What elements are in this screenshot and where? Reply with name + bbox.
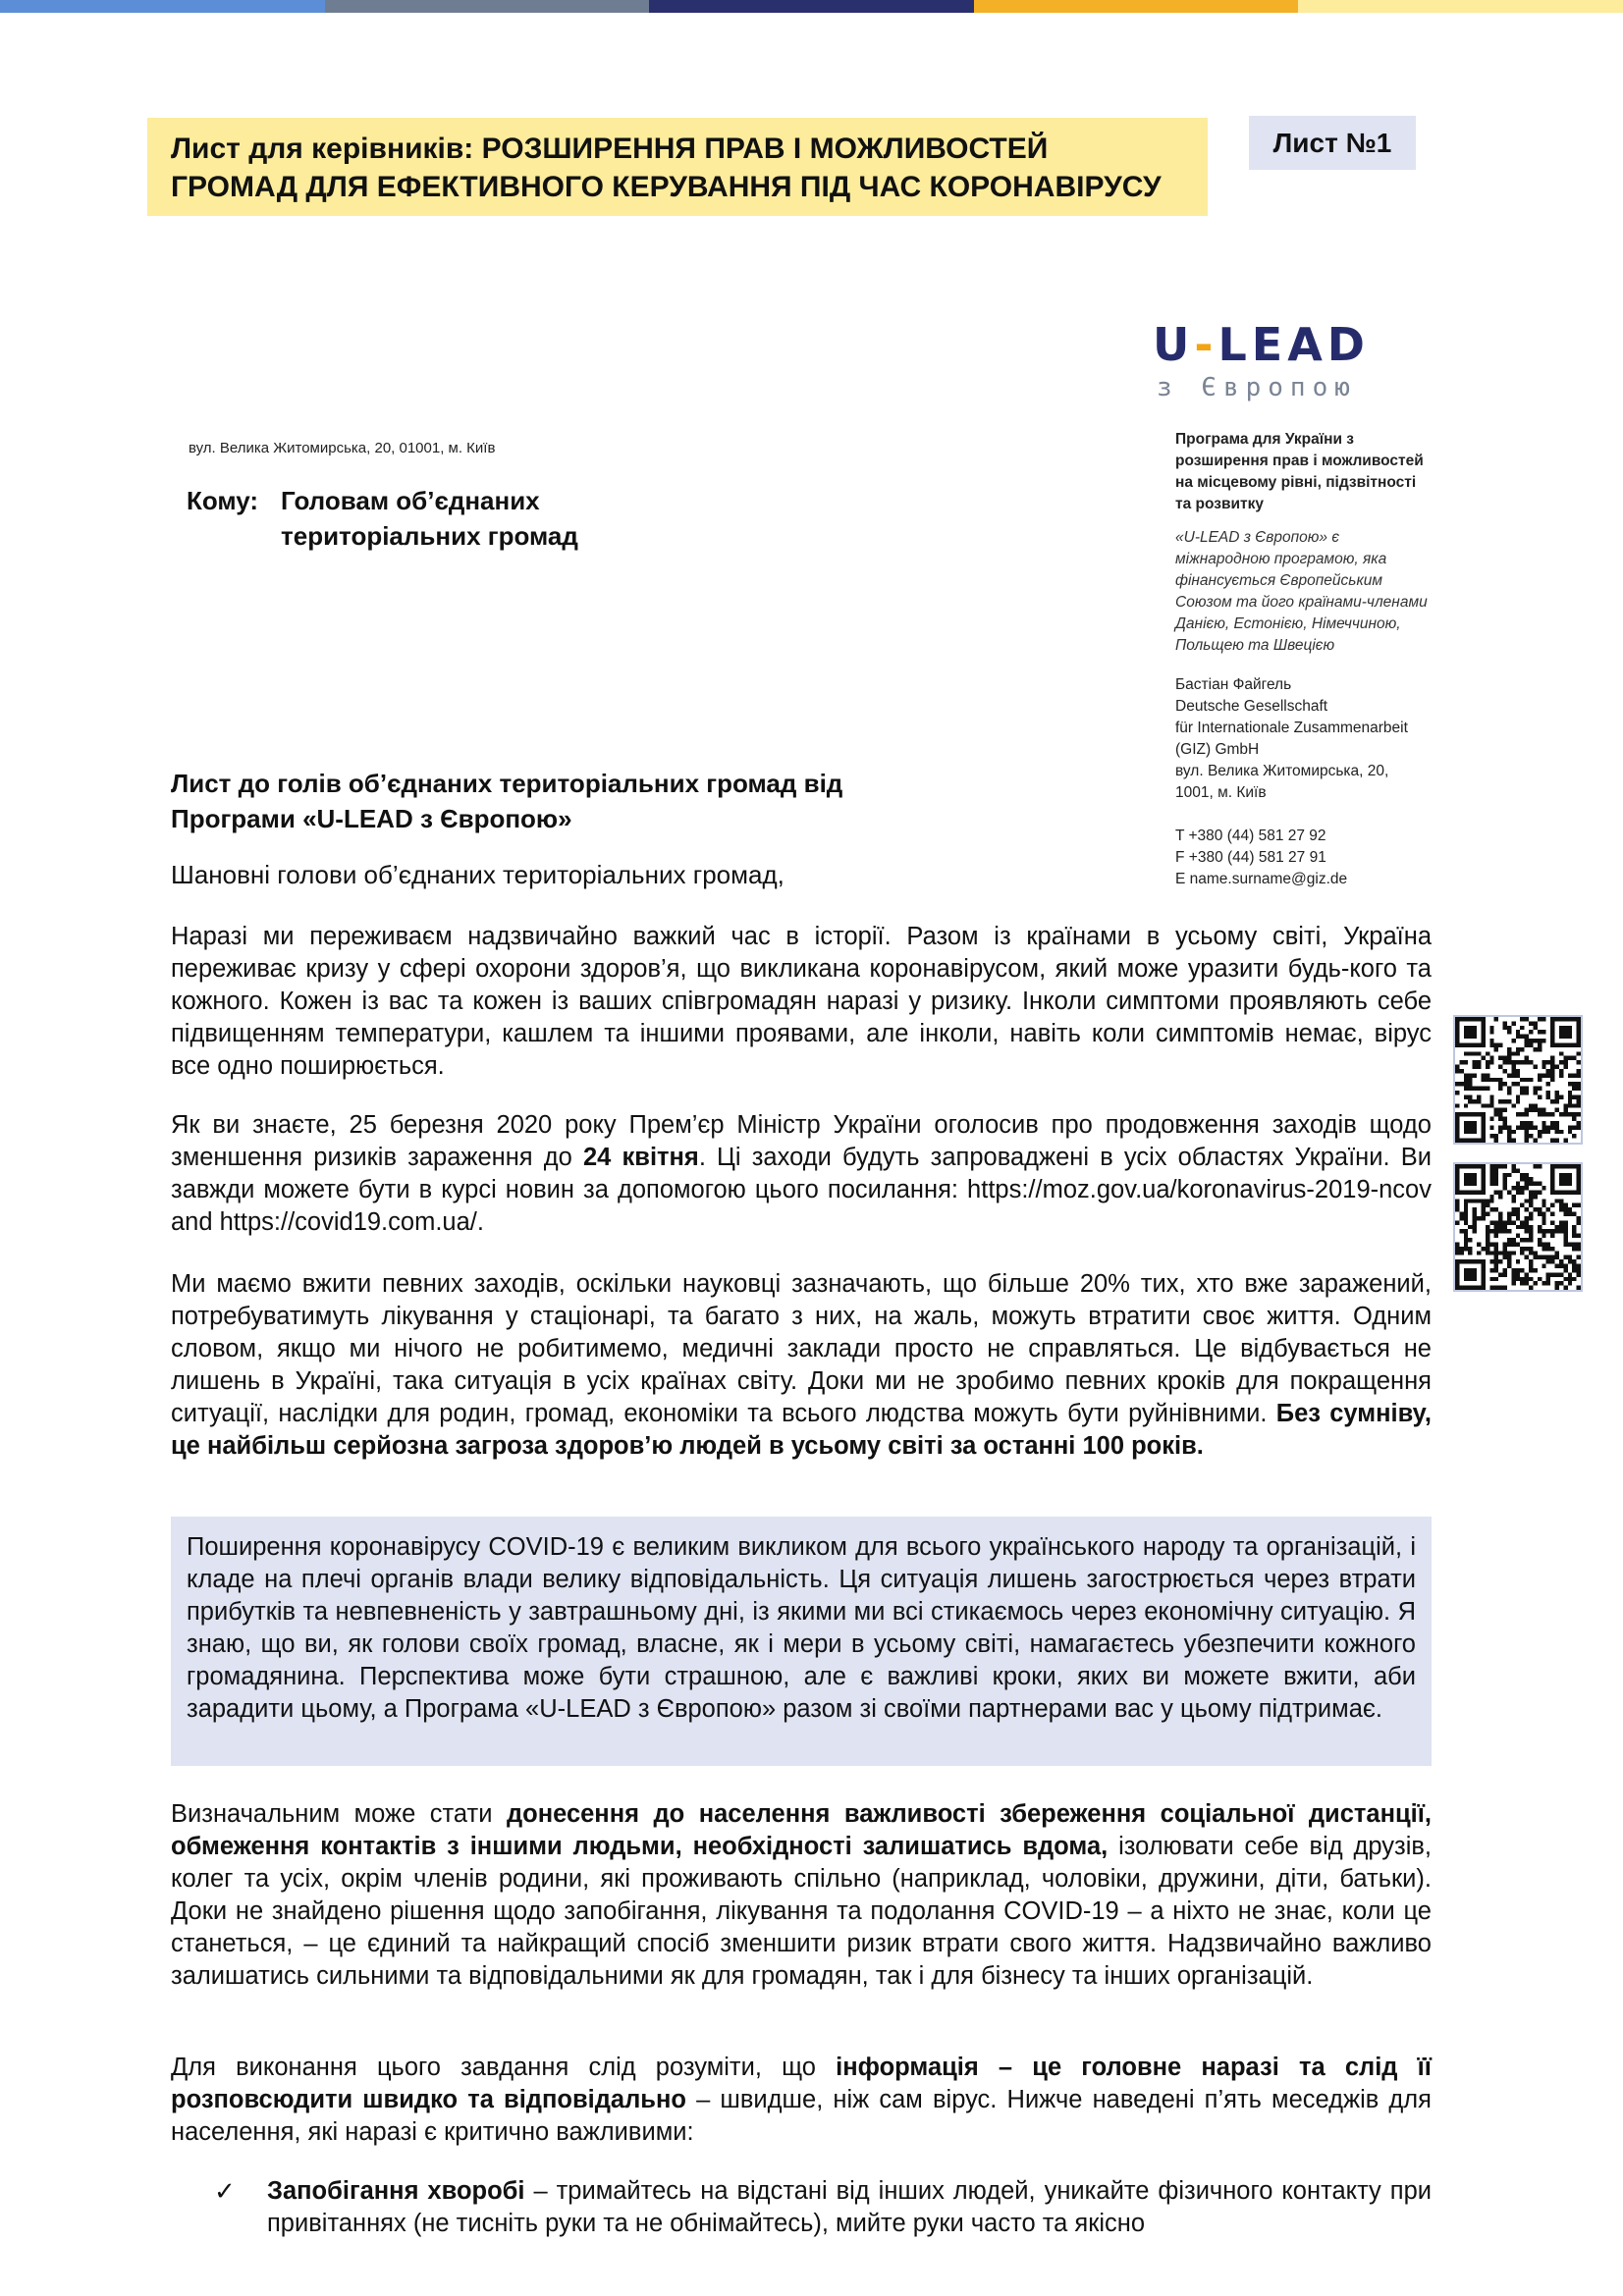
description-line-3: фінансується Європейським [1175,572,1383,589]
paragraph-3-bold: Без сумніву, це найбільш серйозна загроза здоров’ю людей в усьому світі за останні 100 років. [171,1400,1432,1460]
list-item-text [267,2175,1432,2240]
top-bar-segment-4 [974,0,1299,13]
paragraph-2-bold: 24 квітня [582,1144,699,1171]
person-line-4: (GIZ) GmbH [1175,741,1260,758]
contact-details [1175,826,1470,890]
list-item-bold: Запобігання хворобі [267,2177,525,2205]
recipient-label: Кому: [187,486,259,515]
paragraph-2-text-b: . Ці заходи будуть запроваджені в усіх областях України. Ви завжди можете бути в курсі новин за допомогою цього посилання: https://moz.gov.ua/koronavirus-2019-ncov and https://covid19.com.ua/. [171,1144,1433,1236]
logo-wordmark [1153,320,1370,369]
logo-part-lead: LEAD [1217,318,1370,371]
logo-subtitle: з Європою [1157,373,1357,402]
contact-person [1175,674,1470,804]
letter-heading-line-2: Програми «U-LEAD з Європою» [171,804,572,833]
logo-dash: - [1194,318,1218,371]
program-line-3: на місцевому рівні, підзвітності [1175,474,1417,491]
qr-code-covid19[interactable] [1453,1162,1583,1292]
description-line-2: міжнародною програмою, яка [1175,551,1387,567]
recipient-value [281,483,713,554]
letter-heading [171,766,842,836]
paragraph-3-text: Ми маємо вжити певних заходів, оскільки науковці зазначають, що більше 20% тих, хто вже заражений, потребуватимуть лікування у стаціонарі, та багато з них, на жаль, можуть втратити своє життя. Одним словом, якщо ми нічого не робитимемо, медичні заклади просто не справляться. Це відбувається не лишень в Україні, така ситуація в усіх країнах світу. Доки ми не зробимо певних кроків для покращення ситуації, наслідки для родин, громад, економіки та всього людства можуть бути руйнівними. [171,1270,1432,1427]
person-line-6: 1001, м. Київ [1175,784,1267,801]
paragraph-2 [171,1109,1432,1239]
description-line-6: Польщею та Швецією [1175,637,1335,654]
highlight-text: Поширення коронавірусу COVID-19 є великим викликом для всього українського народу та організацій, і кладе на плечі органів влади велику відповідальність. Ця ситуація лишень загострюється через втрати прибутків та невпевненість у завтрашньому дні, із якими ми всі стикаємось через економічну ситуацію. Я знаю, що ви, як голови своїх громад, власне, як і мери в усьому світі, намагаєтесь убезпечити кожного громадянина. Перспектива може бути страшною, але є важливі кроки, яких ви можете вжити, аби зарадити цьому, а Програма «U-LEAD з Європою» разом зі своїми партнерами вас у цьому підтримає. [187,1533,1416,1723]
title-line-2: ГРОМАД ДЛЯ ЕФЕКТИВНОГО КЕРУВАННЯ ПІД ЧАС КОРОНАВІРУСУ [171,171,1162,203]
paragraph-2-text-a: Як ви знаєте, 25 березня 2020 року Прем’єр Міністр України оголосив про продовження заходів щодо зменшення ризиків зараження до [171,1111,1432,1171]
description-line-4: Союзом та його країнами-членами [1175,594,1428,611]
paragraph-5-text-b: – швидше, ніж сам вірус. Нижче наведені п’ять меседжів для населення, які наразі є критично важливими: [171,2086,1432,2146]
program-line-1: Програма для України з [1175,431,1355,448]
paragraph-5 [171,2052,1432,2149]
paragraph-4-bold: донесення до населення важливості збереження соціальної дистанції, обмеження контактів з іншими людьми, необхідності залишатись вдома, [171,1800,1432,1860]
program-name [1175,429,1470,515]
top-bar-segment-3 [649,0,974,13]
sidebar-info [1175,429,1470,890]
phone-line: T +380 (44) 581 27 92 [1175,828,1326,844]
qr-code-moz[interactable] [1453,1015,1583,1145]
person-line-1: Бастіан Файгель [1175,676,1292,693]
checkmark-icon: ✓ [214,2176,236,2206]
person-line-2: Deutsche Gesellschaft [1175,698,1328,715]
program-line-2: розширення прав і можливостей [1175,453,1424,469]
paragraph-1: Наразі ми переживаєм надзвичайно важкий час в історії. Разом із країнами в усьому світі, Україна переживає кризу у сфері охорони здоров’я, що викликана коронавірусом, який може уразити будь-кого та кожного. Кожен із вас та кожен із ваших співгромадян наразі у ризику. Інколи симптоми проявляють себе підвищенням температури, кашлем та іншими проявами, але інколи, навіть коли симптомів немає, вірус все одно поширюється. [171,923,1432,1080]
paragraph-4-text-a: Визначальним може стати [171,1800,507,1828]
top-color-bar [0,0,1623,13]
letter-number-badge: Лист №1 [1249,116,1416,170]
title-line-1: Лист для керівників: РОЗШИРЕННЯ ПРАВ І МОЖЛИВОСТЕЙ [171,133,1049,165]
person-line-3: für Internationale Zusammenarbeit [1175,720,1408,736]
logo-part-u: U [1153,318,1195,371]
u-lead-logo [1153,320,1370,406]
highlight-box [171,1517,1432,1766]
list-item-body: – тримайтесь на відстані від інших людей, уникайте фізичного контакту при привітаннях (не тисніть руки та не обнімайтесь), мийте руки часто та якісно [267,2177,1432,2237]
paragraph-4-text-b: ізолювати себе від друзів, колег та усіх, окрім членів родини, які проживають спільно (наприклад, чоловіки, дружини, діти, батьки). Доки не знайдено рішення щодо запобігання, лікування та подолання COVID-19 – а ніхто не знає, коли це станеться, – це єдиний та найкращий спосіб зменшити ризик втрати свого життя. Надзвичайно важливо залишатись сильними та відповідальними як для громадян, так і для бізнесу та інших організацій. [171,1833,1433,1990]
list-item [214,2175,1432,2240]
top-bar-segment-1 [0,0,325,13]
paragraph-3 [171,1268,1432,1463]
top-bar-segment-2 [325,0,650,13]
paragraph-5-bold: інформація – це головне наразі та слід її розповсюдити швидко та відповідально [171,2054,1432,2113]
recipient-line-2: територіальних громад [281,521,578,551]
paragraph-5-text-a: Для виконання цього завдання слід розуміти, що [171,2054,837,2081]
recipient-line-1: Головам об’єднаних [281,486,540,515]
person-line-5: вул. Велика Житомирська, 20, [1175,763,1389,779]
description-line-1: «U-LEAD з Європою» є [1175,529,1339,546]
email-line[interactable]: E name.surname@giz.de [1175,871,1348,887]
top-bar-segment-5 [1298,0,1623,13]
program-description [1175,527,1470,657]
program-line-4: та розвитку [1175,496,1264,512]
description-line-5: Данією, Естонією, Німеччиною, [1175,615,1401,632]
greeting: Шановні голови об’єднаних територіальних громад, [171,860,784,889]
sender-address: вул. Велика Житомирська, 20, 01001, м. Київ [189,440,496,456]
letter-heading-line-1: Лист до голів об’єднаних територіальних громад від [171,769,843,798]
document-title [147,118,1208,216]
paragraph-4 [171,1798,1432,1993]
fax-line: F +380 (44) 581 27 91 [1175,849,1326,866]
